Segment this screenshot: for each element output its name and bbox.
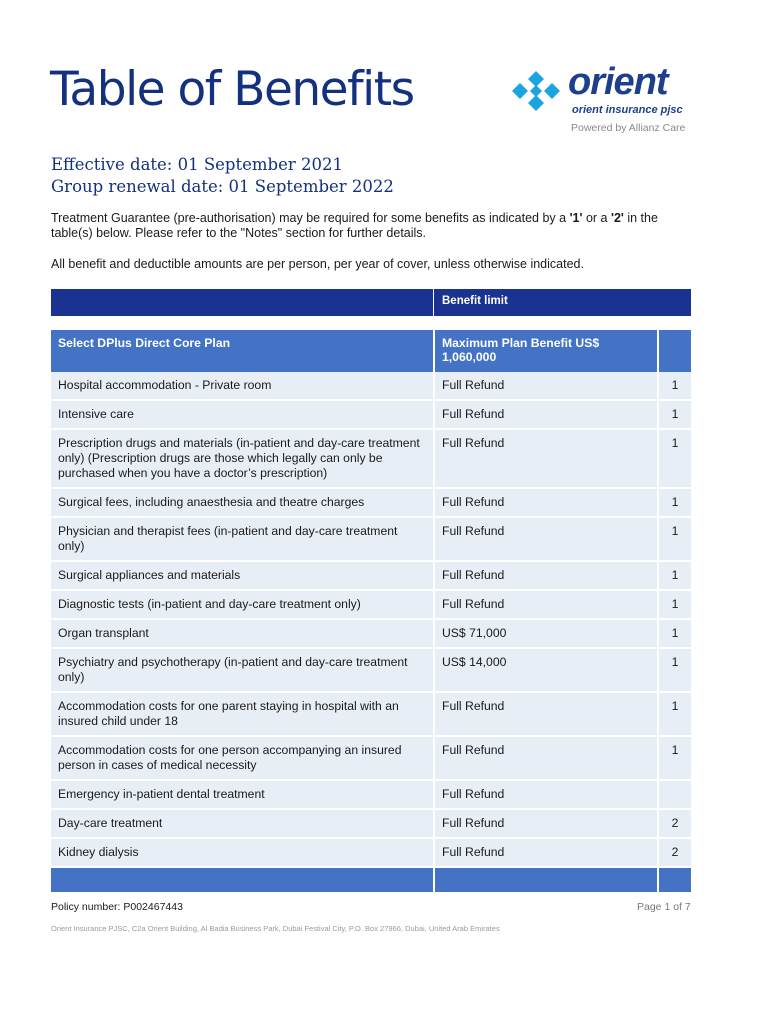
intro-text-start: Treatment Guarantee (pre-authorisation) may be required for some benefits as indicated by a bbox=[51, 211, 570, 225]
table-footer-cell bbox=[51, 867, 434, 892]
benefit-name-cell: Diagnostic tests (in-patient and day-care treatment only) bbox=[51, 590, 434, 619]
benefit-limit-cell: Full Refund bbox=[434, 429, 658, 488]
benefit-limit-cell: US$ 14,000 bbox=[434, 648, 658, 692]
benefit-limit-cell: Full Refund bbox=[434, 400, 658, 429]
benefit-name-cell: Surgical fees, including anaesthesia and theatre charges bbox=[51, 488, 434, 517]
benefit-name-cell: Psychiatry and psychotherapy (in-patient and day-care treatment only) bbox=[51, 648, 434, 692]
benefit-name-cell: Physician and therapist fees (in-patient and day-care treatment only) bbox=[51, 517, 434, 561]
benefit-limit-bar-left bbox=[51, 289, 434, 316]
intro-text-mid: or a bbox=[582, 211, 611, 225]
benefit-limit-cell: Full Refund bbox=[434, 561, 658, 590]
table-row bbox=[51, 648, 691, 692]
dates-block bbox=[51, 154, 394, 198]
table-row bbox=[51, 590, 691, 619]
company-address: Orient Insurance PJSC, C2a Orient Building, Al Badia Business Park, Dubai Festival City, P.O. Box 27966, Dubai, United Arab Emirates bbox=[51, 924, 500, 933]
guarantee-note-cell: 1 bbox=[658, 648, 691, 692]
table-row bbox=[51, 372, 691, 400]
benefit-name-cell: Accommodation costs for one parent staying in hospital with an insured child under 18 bbox=[51, 692, 434, 736]
benefit-name-cell: Accommodation costs for one person accompanying an insured person in cases of medical necessity bbox=[51, 736, 434, 780]
diamond-cross-logo-icon bbox=[510, 69, 562, 113]
plan-name-header: Select DPlus Direct Core Plan bbox=[51, 330, 434, 372]
benefit-name-cell: Day-care treatment bbox=[51, 809, 434, 838]
page-number: Page 1 of 7 bbox=[637, 901, 691, 913]
benefit-name-cell: Prescription drugs and materials (in-patient and day-care treatment only) (Prescription drugs are those which legally can only be purchased when you have a doctor’s prescription) bbox=[51, 429, 434, 488]
guarantee-note-cell: 1 bbox=[658, 619, 691, 648]
company-logo bbox=[510, 61, 700, 137]
guarantee-note-cell: 1 bbox=[658, 429, 691, 488]
guarantee-note-cell: 1 bbox=[658, 372, 691, 400]
table-row bbox=[51, 692, 691, 736]
benefit-limit-cell: Full Refund bbox=[434, 838, 658, 867]
guarantee-note-cell bbox=[658, 780, 691, 809]
guarantee-note-cell: 1 bbox=[658, 517, 691, 561]
table-row bbox=[51, 619, 691, 648]
table-footer-cell bbox=[658, 867, 691, 892]
logo-company-name: orient insurance pjsc bbox=[572, 104, 683, 116]
note-header bbox=[658, 330, 691, 372]
amounts-note: All benefit and deductible amounts are per person, per year of cover, unless otherwise indicated. bbox=[51, 257, 584, 271]
benefit-limit-cell: Full Refund bbox=[434, 780, 658, 809]
benefits-table bbox=[51, 330, 691, 892]
benefit-limit-cell: Full Refund bbox=[434, 517, 658, 561]
guarantee-note-cell: 1 bbox=[658, 692, 691, 736]
table-row bbox=[51, 838, 691, 867]
renewal-date: Group renewal date: 01 September 2022 bbox=[51, 177, 394, 196]
benefit-limit-cell: Full Refund bbox=[434, 809, 658, 838]
max-benefit-header: Maximum Plan Benefit US$ 1,060,000 bbox=[434, 330, 658, 372]
table-row bbox=[51, 400, 691, 429]
benefit-name-cell: Emergency in-patient dental treatment bbox=[51, 780, 434, 809]
guarantee-note-cell: 2 bbox=[658, 809, 691, 838]
guarantee-note-cell: 1 bbox=[658, 590, 691, 619]
logo-powered-by: Powered by Allianz Care bbox=[571, 122, 686, 134]
guarantee-note-cell: 1 bbox=[658, 561, 691, 590]
guarantee-note-cell: 1 bbox=[658, 736, 691, 780]
table-row bbox=[51, 561, 691, 590]
guarantee-note-cell: 2 bbox=[658, 838, 691, 867]
guarantee-mark-1: '1' bbox=[569, 211, 583, 225]
benefit-rows bbox=[51, 372, 691, 892]
table-row bbox=[51, 780, 691, 809]
guarantee-mark-2: '2' bbox=[610, 211, 624, 225]
table-footer-cell bbox=[434, 867, 658, 892]
benefit-limit-cell: Full Refund bbox=[434, 736, 658, 780]
benefit-limit-cell: US$ 71,000 bbox=[434, 619, 658, 648]
intro-paragraph bbox=[51, 211, 701, 241]
benefit-limit-cell: Full Refund bbox=[434, 488, 658, 517]
benefit-limit-label: Benefit limit bbox=[442, 295, 508, 307]
table-row bbox=[51, 429, 691, 488]
benefit-name-cell: Surgical appliances and materials bbox=[51, 561, 434, 590]
table-row bbox=[51, 517, 691, 561]
guarantee-note-cell: 1 bbox=[658, 400, 691, 429]
logo-wordmark: orient bbox=[568, 61, 668, 103]
benefit-limit-cell: Full Refund bbox=[434, 372, 658, 400]
guarantee-note-cell: 1 bbox=[658, 488, 691, 517]
benefit-limit-cell: Full Refund bbox=[434, 590, 658, 619]
benefit-limit-bar bbox=[51, 289, 691, 316]
table-footer-row bbox=[51, 867, 691, 892]
benefit-name-cell: Organ transplant bbox=[51, 619, 434, 648]
page-title: Table of Benefits bbox=[50, 62, 414, 117]
benefit-name-cell: Kidney dialysis bbox=[51, 838, 434, 867]
benefit-name-cell: Hospital accommodation - Private room bbox=[51, 372, 434, 400]
policy-number: Policy number: P002467443 bbox=[51, 901, 183, 913]
table-header-row bbox=[51, 330, 691, 372]
table-row bbox=[51, 809, 691, 838]
intro-text-end: in the table(s) below. Please refer to the "Notes" section for further details. bbox=[51, 211, 658, 240]
table-row bbox=[51, 736, 691, 780]
effective-date: Effective date: 01 September 2021 bbox=[51, 155, 343, 174]
benefit-limit-cell: Full Refund bbox=[434, 692, 658, 736]
table-row bbox=[51, 488, 691, 517]
benefit-name-cell: Intensive care bbox=[51, 400, 434, 429]
